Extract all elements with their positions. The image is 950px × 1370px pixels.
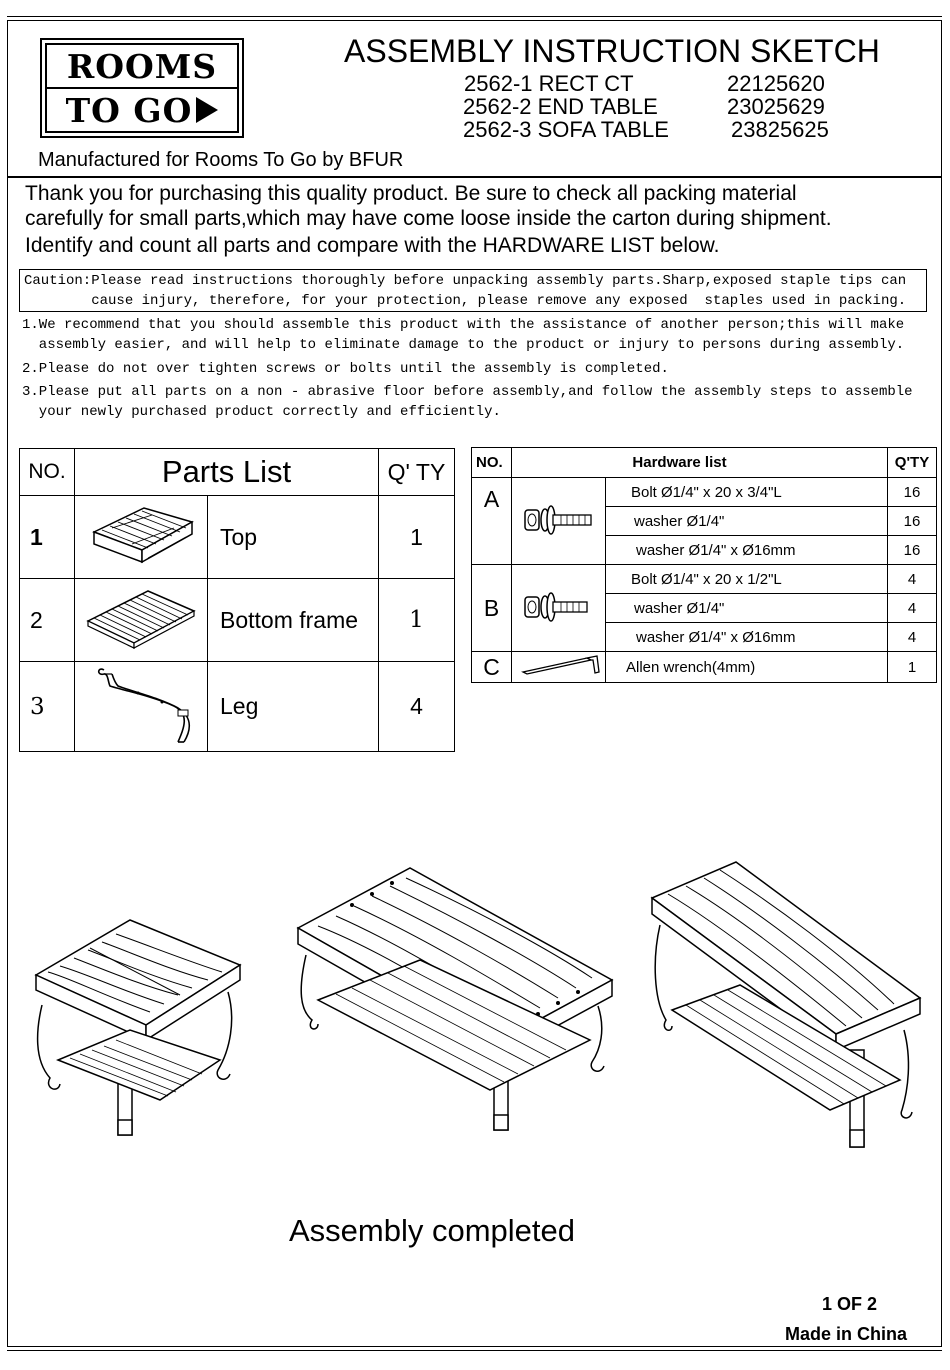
hardware-desc: washer Ø1/4"	[606, 594, 888, 623]
coffee-table-drawing	[298, 868, 612, 1130]
intro-line-2: carefully for small parts,which may have come loose inside the carton during shipment.	[25, 207, 832, 230]
allen-wrench-icon	[512, 652, 606, 683]
bolt-washer-icon	[512, 565, 606, 652]
slatted-frame-icon	[75, 579, 208, 662]
parts-list-table	[19, 448, 455, 752]
hardware-qty: 4	[888, 594, 937, 623]
hardware-desc: Allen wrench(4mm)	[606, 652, 888, 683]
note-3-line-2: your newly purchased product correctly and efficiently.	[22, 404, 501, 420]
play-arrow-icon	[196, 97, 218, 123]
hardware-header-row	[472, 448, 937, 478]
made-in-label: Made in China	[785, 1324, 908, 1344]
hardware-desc: washer Ø1/4" x Ø16mm	[606, 536, 888, 565]
caution-line-2: cause injury, therefore, for your protection, please remove any exposed staples used in packing.	[24, 293, 907, 309]
hardware-header-title: Hardware list	[512, 448, 888, 478]
hardware-desc: Bolt Ø1/4" x 20 x 1/2"L	[606, 565, 888, 594]
table-row	[20, 662, 455, 752]
part-number: 1	[20, 496, 75, 579]
hardware-qty: 4	[888, 565, 937, 594]
intro-line-1: Thank you for purchasing this quality product. Be sure to check all packing material	[25, 182, 797, 205]
hardware-label: A	[472, 478, 512, 565]
table-top-icon	[75, 496, 208, 579]
hardware-desc: washer Ø1/4"	[606, 507, 888, 536]
parts-header-qty: Q' TY	[379, 449, 455, 496]
part-name: Top	[208, 496, 379, 579]
model-code-2: 23025629	[727, 94, 825, 119]
rooms-to-go-logo	[40, 38, 244, 138]
top-rule	[7, 16, 942, 17]
note-1-line-2: assembly easier, and will help to eliminate damage to the product or injury to persons during assembly.	[22, 337, 905, 353]
hardware-desc: washer Ø1/4" x Ø16mm	[606, 623, 888, 652]
hardware-label: C	[472, 652, 512, 683]
table-row	[472, 652, 937, 683]
note-3-line-1: 3.Please put all parts on a non - abrasive floor before assembly,and follow the assembly steps to assemble	[22, 384, 913, 400]
model-code-1: 22125620	[727, 71, 825, 96]
hardware-qty: 16	[888, 536, 937, 565]
part-qty: 4	[379, 662, 455, 752]
intro-line-3: Identify and count all parts and compare with the HARDWARE LIST below.	[25, 234, 720, 257]
hardware-qty: 4	[888, 623, 937, 652]
hardware-qty: 1	[888, 652, 937, 683]
parts-header-row	[20, 449, 455, 496]
hardware-qty: 16	[888, 478, 937, 507]
part-name: Bottom frame	[208, 579, 379, 662]
table-row	[472, 478, 937, 507]
logo-line-2	[47, 87, 237, 131]
hardware-desc: Bolt Ø1/4" x 20 x 3/4"L	[606, 478, 888, 507]
sofa-table-drawing	[652, 862, 920, 1147]
note-1-line-1: 1.We recommend that you should assemble this product with the assistance of another person;this will make	[22, 317, 905, 333]
model-code-3: 23825625	[731, 117, 829, 142]
hardware-label: B	[472, 565, 512, 652]
bolt-washer-icon	[512, 478, 606, 565]
logo-line-2-text: TO GO	[65, 90, 193, 130]
hardware-header-qty: Q'TY	[888, 448, 937, 478]
part-qty: 1	[379, 496, 455, 579]
page-number: 1 OF 2	[822, 1294, 878, 1314]
table-row	[20, 579, 455, 662]
parts-header-no: NO.	[20, 449, 75, 496]
logo-line-1: ROOMS	[66, 46, 218, 86]
document-title: ASSEMBLY INSTRUCTION SKETCH	[344, 33, 880, 69]
curved-leg-icon	[75, 662, 208, 752]
caution-box	[19, 269, 927, 312]
hardware-qty: 16	[888, 507, 937, 536]
bottom-rule	[7, 1350, 942, 1351]
end-table-drawing	[36, 920, 240, 1135]
manufacturer-line: Manufactured for Rooms To Go by BFUR	[38, 149, 404, 171]
part-number: 3	[20, 662, 75, 752]
parts-header-title: Parts List	[75, 449, 379, 496]
caution-line-1: Caution:Please read instructions thoroughly before unpacking assembly parts.Sharp,exposed staple tips can	[24, 273, 907, 289]
model-name-2: 2562-2 END TABLE	[463, 94, 658, 119]
part-name: Leg	[208, 662, 379, 752]
model-name-1: 2562-1 RECT CT	[464, 71, 634, 96]
model-name-3: 2562-3 SOFA TABLE	[463, 117, 669, 142]
table-row	[472, 565, 937, 594]
hardware-list-table	[471, 447, 937, 683]
part-number: 2	[20, 579, 75, 662]
note-2: 2.Please do not over tighten screws or bolts until the assembly is completed.	[22, 361, 669, 377]
assembly-completed-caption: Assembly completed	[289, 1213, 576, 1248]
part-qty: 1	[379, 579, 455, 662]
hardware-header-no: NO.	[472, 448, 512, 478]
table-row	[20, 496, 455, 579]
header-divider	[7, 176, 942, 178]
assembled-tables-illustration	[0, 850, 950, 1150]
